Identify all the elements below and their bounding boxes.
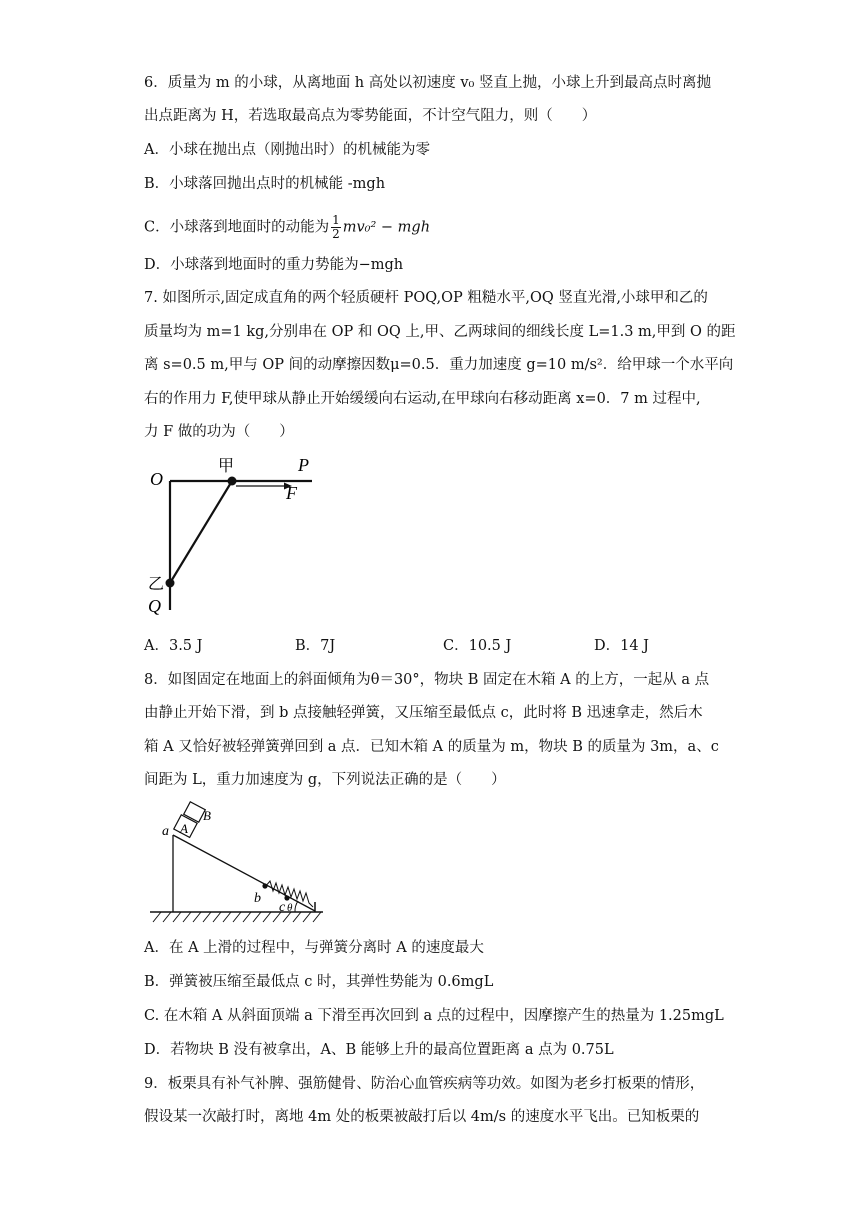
angle-arc — [295, 901, 298, 912]
q8-line2: 由静止开始下滑，到 b 点接触轻弹簧，又压缩至最低点 c，此时将 B 迅速拿走，然后木 — [144, 705, 703, 721]
q8-option-b: B．弹簧被压缩至最低点 c 时，其弹性势能为 0.6mgL — [144, 974, 494, 990]
incline-surface — [173, 835, 315, 911]
q8-line3: 箱 A 又恰好被轻弹簧弹回到 a 点．已知木箱 A 的质量为 m，物块 B 的质量为 3m，a、c — [144, 739, 719, 755]
q7-line2: 质量均为 m=1 kg,分别串在 OP 和 OQ 上,甲、乙两球间的细线长度 L=1.3 m,甲到 O 的距 — [144, 324, 736, 340]
label-f: F — [286, 483, 297, 503]
label-box-a: A — [180, 821, 188, 836]
q7-option-b: B．7J — [295, 638, 336, 654]
q6-line2: 出点距离为 H，若选取最高点为零势能面，不计空气阻力，则（ ） — [144, 108, 597, 124]
q6-line1: 6．质量为 m 的小球，从离地面 h 高处以初速度 v₀ 竖直上抛，小球上升到最高点时离抛 — [144, 75, 711, 91]
label-jia: 甲 — [218, 458, 235, 475]
q6-option-b: B．小球落回抛出点时的机械能 -mgh — [144, 176, 386, 192]
q6-option-c-fraction — [331, 214, 341, 241]
label-q: Q — [148, 596, 161, 616]
q7-figure — [140, 455, 340, 620]
q6-option-d: D．小球落到地面时的重力势能为−mgh — [144, 257, 404, 273]
label-yi: 乙 — [148, 576, 165, 593]
q8-line4: 间距为 L，重力加速度为 g，下列说法正确的是（ ） — [144, 772, 506, 788]
q8-figure — [145, 800, 330, 930]
q7-option-c: C．10.5 J — [443, 638, 512, 654]
q7-line1: 7. 如图所示,固定成直角的两个轻质硬杆 POQ,OP 粗糙水平,OQ 竖直光滑,小球甲和乙的 — [144, 290, 708, 306]
q7-line4: 右的作用力 F,使甲球从静止开始缓缓向右运动,在甲球向右移动距离 x=0．7 m 过程中, — [144, 391, 701, 407]
q9-line2: 假设某一次敲打时，离地 4m 处的板栗被敲打后以 4m/s 的速度水平飞出。已知板栗的 — [144, 1109, 700, 1125]
q6-option-c-suffix: mv₀² − mgh — [342, 219, 431, 236]
q7-line3: 离 s=0.5 m,甲与 OP 间的动摩擦因数μ=0.5．重力加速度 g=10 m/s²．给甲球一个水平向 — [144, 357, 734, 373]
q8-option-d: D．若物块 B 没有被拿出，A、B 能够上升的最高位置距离 a 点为 0.75L — [144, 1042, 614, 1058]
label-a: a — [162, 824, 169, 839]
q8-option-c: C. 在木箱 A 从斜面顶端 a 下滑至再次回到 a 点的过程中，因摩擦产生的热量为 1.25mgL — [144, 1008, 724, 1024]
fraction-numerator: 1 — [332, 213, 340, 227]
q7-line5: 力 F 做的功为（ ） — [144, 424, 294, 440]
point-b — [262, 883, 267, 888]
q9-line1: 9．板栗具有补气补脾、强筋健骨、防治心血管疾病等功效。如图为老乡打板栗的情形， — [144, 1076, 705, 1092]
ball-yi — [166, 579, 175, 588]
q8-line1: 8．如图固定在地面上的斜面倾角为θ＝30°，物块 B 固定在木箱 A 的上方，一起从 a 点 — [144, 672, 710, 688]
q7-option-a: A．3.5 J — [144, 638, 203, 654]
q6-option-a: A．小球在抛出点（刚抛出时）的机械能为零 — [144, 142, 430, 158]
string — [170, 481, 232, 583]
ball-jia — [228, 477, 237, 486]
label-b: b — [254, 891, 261, 906]
fraction-denominator: 2 — [332, 227, 340, 241]
label-p: P — [298, 455, 309, 475]
q6-option-c-prefix: C．小球落到地面时的动能为 — [144, 219, 330, 236]
ground-hatch — [153, 912, 321, 922]
q8-option-a: A．在 A 上滑的过程中，与弹簧分离时 A 的速度最大 — [144, 940, 484, 956]
label-theta: θ — [287, 902, 293, 914]
label-c: c — [279, 900, 286, 915]
q6-option-c — [144, 214, 430, 241]
label-box-b: B — [203, 808, 211, 823]
q7-option-d: D．14 J — [594, 638, 649, 654]
label-o: O — [150, 469, 163, 489]
